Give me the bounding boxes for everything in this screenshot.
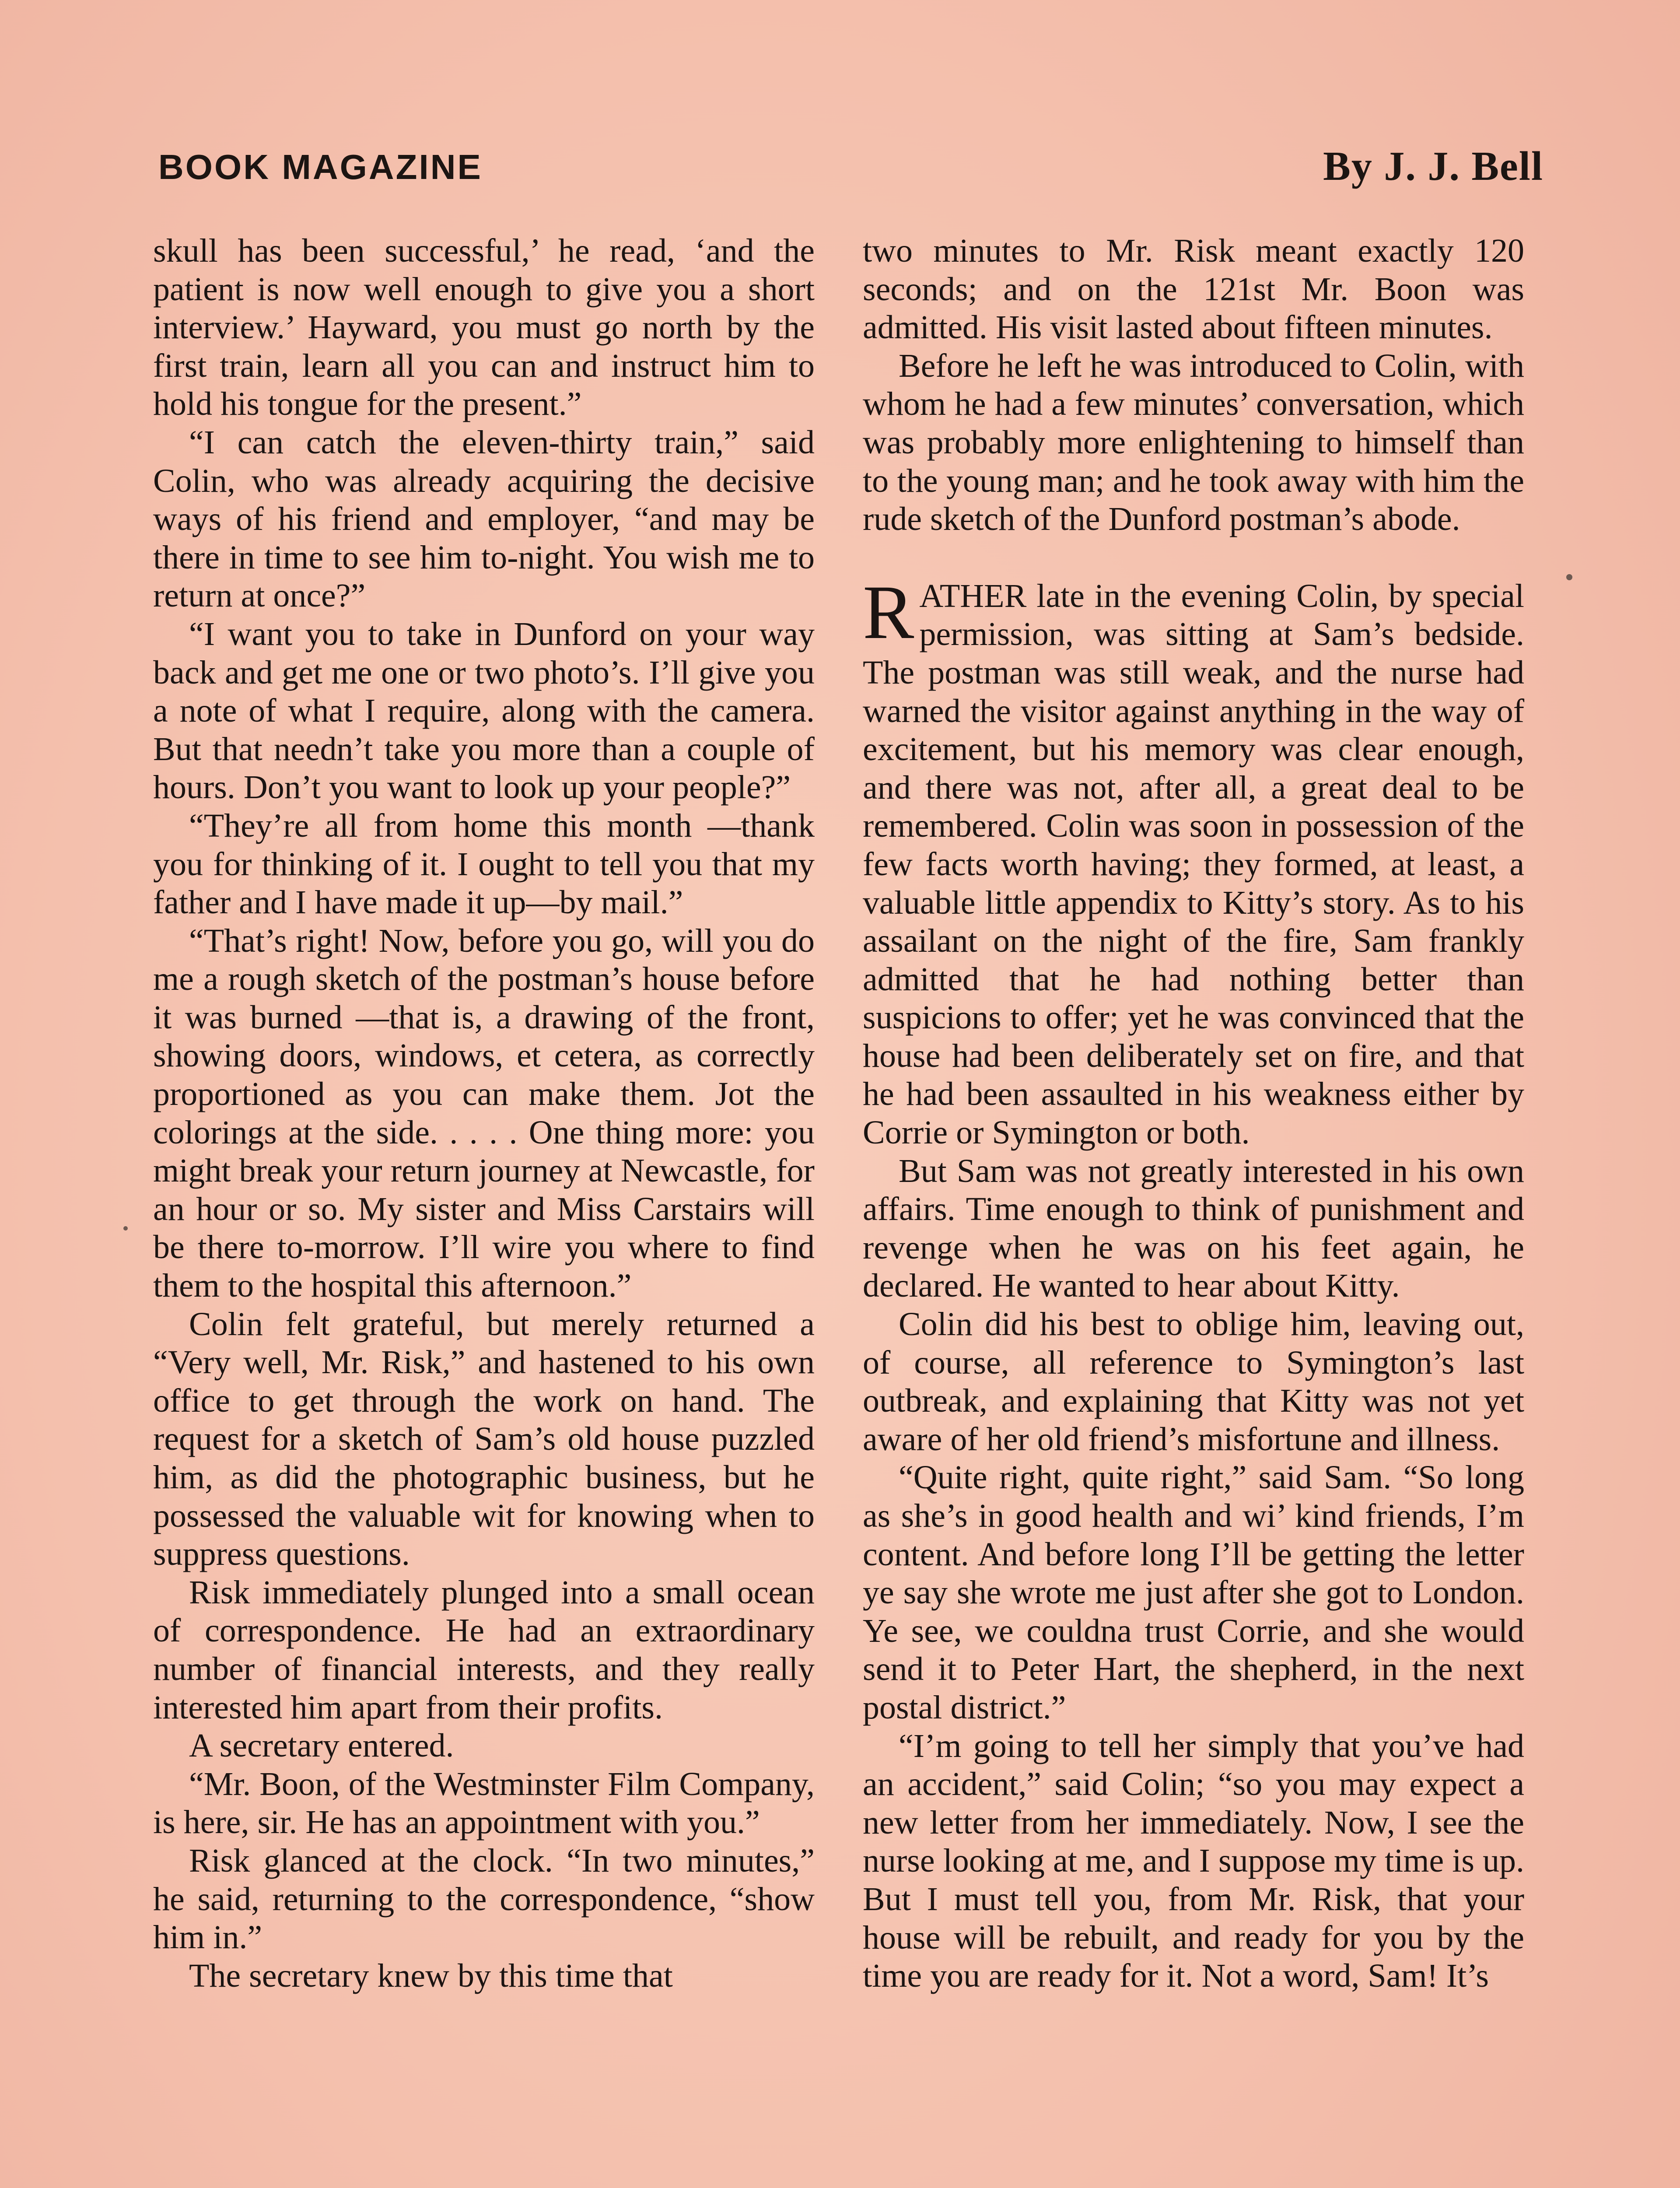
paper-speck [123,1226,128,1231]
running-head-author: By J. J. Bell [1323,144,1544,189]
paragraph: Risk glanced at the clock. “In two minutes,” he said, returning to the correspondence, “show him in.” [153,1842,815,1956]
paragraph: Risk immediately plunged into a small ocean of correspondence. He had an extraordinary number of financial interests, and they really interested him apart from their profits. [153,1574,815,1726]
left-column [153,232,815,1995]
paragraph-continued: two minutes to Mr. Risk meant exactly 120 seconds; and on the 121st Mr. Boon was admitted. His visit lasted about fifteen minutes. [863,232,1524,346]
paragraph: “I’m going to tell her simply that you’ve had an accident,” said Colin; “so you may expect a new letter from her immediately. Now, I see the nurse looking at me, and I suppose my time is up. But I must tell you, from Mr. Risk, that your house will be rebuilt, and ready for you by the time you are ready for it. Not a word, Sam! It’s [863,1727,1524,1995]
paragraph: Colin did his best to oblige him, leaving out, of course, all reference to Symington’s last outbreak, and explaining that Kitty was not yet aware of her old friend’s misfortune and illness. [863,1306,1524,1458]
section-opening-text: ATHER late in the evening Colin, by special permission, was sitting at Sam’s bedside. The postman was still weak, and the nurse had warned the visitor against anything in the way of excitement, but his memory was clear enough, and there was not, after all, a great deal to be remembered. Colin was soon in possession of the few facts worth having; they formed, at least, a valuable little appendix to Kitty’s story. As to his assailant on the night of the fire, Sam frankly admitted that he had nothing better than suspicions to offer; yet he was convinced that the house had been deliberately set on fire, and that he had been assaulted in his weakness either by Corrie or Symington or both. [863,577,1524,1151]
running-head-magazine: BOOK MAGAZINE [158,147,483,186]
paragraph: skull has been successful,’ he read, ‘and the patient is now well enough to give you a short interview.’ Hayward, you must go north by the first train, learn all you can and instruct him to hold his tongue for the present.” [153,232,815,423]
paragraph: “I want you to take in Dunford on your way back and get me one or two photo’s. I’ll give you a note of what I require, along with the camera. But that needn’t take you more than a couple of hours. Don’t you want to look up your people?” [153,615,815,806]
right-column [863,232,1524,1995]
paragraph: But Sam was not greatly interested in his own affairs. Time enough to think of punishment and revenge when he was on his feet again, he declared. He wanted to hear about Kitty. [863,1152,1524,1304]
paragraph: A secretary entered. [189,1727,454,1764]
paragraph: Colin felt grateful, but merely returned a “Very well, Mr. Risk,” and hastened to his own office to get through the work on hand. The request for a sketch of Sam’s old house puzzled him, as did the photographic business, but he possessed the valuable wit for knowing when to suppress questions. [153,1305,815,1573]
drop-cap: R [863,569,914,655]
paragraph: The secretary knew by this time that [189,1957,673,1994]
paragraph: Before he left he was introduced to Colin, with whom he had a few minutes’ conversation, which was probably more enlightening to himself than to the young man; and he took away with him the rude sketch of the Dunford postman’s abode. [863,347,1524,538]
paragraph: “Mr. Boon, of the Westminster Film Company, is here, sir. He has an appointment with you.” [153,1765,815,1841]
paper-speck [1566,574,1572,580]
section-opening-paragraph [863,569,1524,1152]
paragraph: “They’re all from home this month —thank you for thinking of it. I ought to tell you that my father and I have made it up—by mail.” [153,807,815,921]
paragraph: “I can catch the eleven-thirty train,” said Colin, who was already acquiring the decisive ways of his friend and employer, “and may be there in time to see him to-night. You wish me to return at once?” [153,424,815,614]
paragraph: “Quite right, quite right,” said Sam. “So long as she’s in good health and wi’ kind friends, I’m content. And before long I’ll be getting the letter ye say she wrote me just after she got to London. Ye see, we couldna trust Corrie, and she would send it to Peter Hart, the shepherd, in the next postal district.” [863,1459,1524,1726]
paragraph: “That’s right! Now, before you go, will you do me a rough sketch of the postman’s house before it was burned —that is, a drawing of the front, showing doors, windows, et cetera, as correctly proportioned as you can make them. Jot the colorings at the side. . . . . One thing more: you might break your return journey at Newcastle, for an hour or so. My sister and Miss Carstairs will be there to-morrow. I’ll wire you where to find them to the hospital this afternoon.” [153,922,815,1304]
